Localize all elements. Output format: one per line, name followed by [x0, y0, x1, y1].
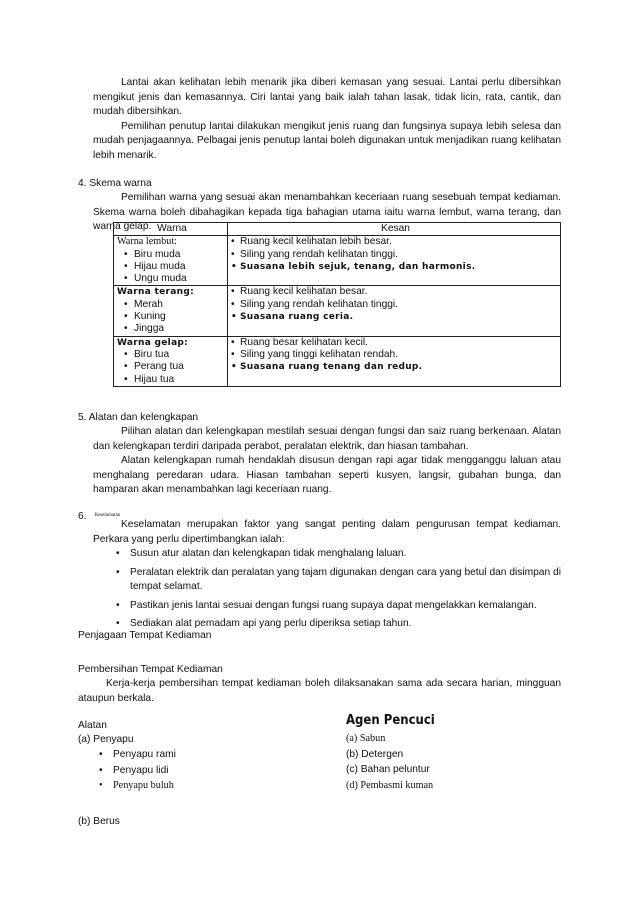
list-item: • Siling yang rendah kelihatan tinggi.	[231, 299, 560, 311]
list-item: • Jingga	[117, 323, 227, 335]
list-item: • Biru muda	[117, 249, 227, 261]
color-list	[117, 249, 227, 286]
section-5-heading: 5. Alatan dan kelengkapan	[78, 412, 199, 423]
list-item: • Ruang kecil kelihatan lebih besar.	[231, 236, 560, 248]
list-item: • Biru tua	[117, 349, 227, 361]
pembersihan-paragraph: Kerja-kerja pembersihan tempat kediaman boleh dilaksanakan sama ada secara harian, mingguan ataupun berkala.	[78, 678, 561, 704]
list-item: • Siling yang rendah kelihatan tinggi.	[231, 249, 560, 261]
list-item: (d) Pembasmi kuman	[346, 779, 434, 791]
list-item: • Siling yang tinggi kelihatan rendah.	[231, 349, 560, 361]
alatan-item-a: (a) Penyapu	[78, 734, 134, 745]
pembersihan-heading: Pembersihan Tempat Kediaman	[78, 664, 223, 675]
effect-cell	[228, 286, 561, 336]
color-group-title: Warna terang:	[117, 287, 194, 298]
table-row	[114, 286, 561, 336]
color-cell	[114, 286, 228, 336]
effect-cell	[228, 336, 561, 386]
agen-list	[346, 731, 546, 793]
color-cell	[114, 336, 228, 386]
table-header-kesan: Kesan	[228, 223, 561, 236]
list-item: • Suasana lebih sejuk, tenang, dan harmonis.	[231, 261, 560, 273]
list-item: (a) Sabun	[346, 733, 386, 744]
color-list	[117, 349, 227, 386]
section-4-paragraph: Pemilihan warna yang sesuai akan menambahkan keceriaan ruang sesebuah tempat kediaman. Skema warna boleh dibahagikan kepada tiga bahagian utama iaitu warna lembut, warna terang, dan warna gelap.	[93, 192, 561, 232]
effect-cell	[228, 236, 561, 286]
alatan-heading: Alatan	[78, 720, 107, 731]
color-group-title: Warna gelap:	[117, 337, 189, 348]
list-item: • Penyapu lidi	[96, 763, 296, 779]
table-header-warna: Warna	[114, 223, 228, 236]
section-5-paragraph-2: Alatan kelengkapan rumah hendaklah disusun dengan rapi agar tidak mengganggu laluan atau menghalang peredaran udara. Hiasan tambahan seperti kusyen, langsir, gubahan bunga, dan hamparan akan menambahkan lagi keceriaan ruang.	[93, 455, 561, 495]
list-item: • Suasana ruang tenang dan redup.	[231, 361, 560, 373]
color-group-title: Warna lembut:	[117, 236, 177, 248]
section-6-paragraph: Keselamatan merupakan faktor yang sangat penting dalam pengurusan tempat kediaman. Perkara yang perlu dipertimbangkan ialah:	[93, 519, 561, 545]
list-item: • Ruang besar kelihatan kecil.	[231, 337, 560, 349]
list-item: • Ruang kecil kelihatan besar.	[231, 286, 560, 298]
list-item: • Hijau muda	[117, 261, 227, 273]
list-item: • Penyapu buluh	[96, 778, 296, 794]
agen-heading: Agen Pencuci	[346, 713, 435, 728]
list-item: • Hijau tua	[117, 374, 227, 386]
list-item: (b) Detergen	[346, 748, 404, 760]
pembersihan-body	[78, 677, 561, 706]
list-item: • Kuning	[117, 311, 227, 323]
list-item: • Perang tua	[117, 361, 227, 373]
alatan-item-b: (b) Berus	[78, 816, 120, 827]
color-cell	[114, 236, 228, 286]
list-item: • Susun atur alatan dan kelengkapan tidak menghalang laluan.	[113, 547, 561, 562]
color-scheme-table	[113, 222, 561, 387]
intro-section	[93, 76, 561, 163]
list-item: • Merah	[117, 299, 227, 311]
section-6-number: 6.	[78, 510, 87, 522]
penjagaan-heading: Penjagaan Tempat Kediaman	[78, 630, 212, 641]
list-item: • Suasana ruang ceria.	[231, 311, 560, 323]
table-row	[114, 236, 561, 286]
section-5-paragraph-1: Pilihan alatan dan kelengkapan mestilah sesuai dengan fungsi dan saiz ruang berkenaan. Alatan dan kelengkapan terdiri daripada perabot, peralatan elektrik, dan hiasan tambahan.	[93, 426, 561, 452]
list-item: • Ungu muda	[117, 273, 227, 285]
list-item: • Peralatan elektrik dan peralatan yang tajam digunakan dengan cara yang betul dan disimpan di tempat selamat.	[113, 566, 561, 595]
intro-paragraph-2: Pemilihan penutup lantai dilakukan mengikut jenis ruang dan fungsinya supaya lebih selesa dan mudah penjagaannya. Pelbagai jenis penutup lantai boleh digunakan untuk menjadikan ruang kelihatan lebih menarik.	[93, 120, 561, 161]
effect-list	[231, 337, 560, 374]
section-4-heading: 4. Skema warna	[78, 178, 152, 189]
effect-list	[231, 236, 560, 273]
section-5-body	[93, 425, 561, 498]
section-6-body	[93, 518, 561, 547]
effect-list	[231, 286, 560, 323]
list-item: • Penyapu rami	[96, 747, 296, 763]
safety-list	[113, 547, 561, 632]
list-item: (c) Bahan peluntur	[346, 764, 430, 775]
color-list	[117, 299, 227, 336]
list-item: • Sediakan alat pemadam api yang perlu diperiksa setiap tahun.	[113, 617, 561, 632]
list-item: • Pastikan jenis lantai sesuai dengan fungsi ruang supaya dapat mengelakkan kemalangan.	[113, 599, 561, 614]
table-header-row	[114, 223, 561, 236]
section-6-heading: Keselamatan	[94, 513, 121, 518]
intro-paragraph-1: Lantai akan kelihatan lebih menarik jika diberi kemasan yang sesuai. Lantai perlu dibersihkan mengikut jenis dan kemasannya. Ciri lantai yang baik ialah tahan lasak, tidak licin, rata, cantik, dan mudah dibersihkan.	[93, 77, 561, 117]
penyapu-list	[96, 747, 296, 794]
table-row	[114, 336, 561, 386]
